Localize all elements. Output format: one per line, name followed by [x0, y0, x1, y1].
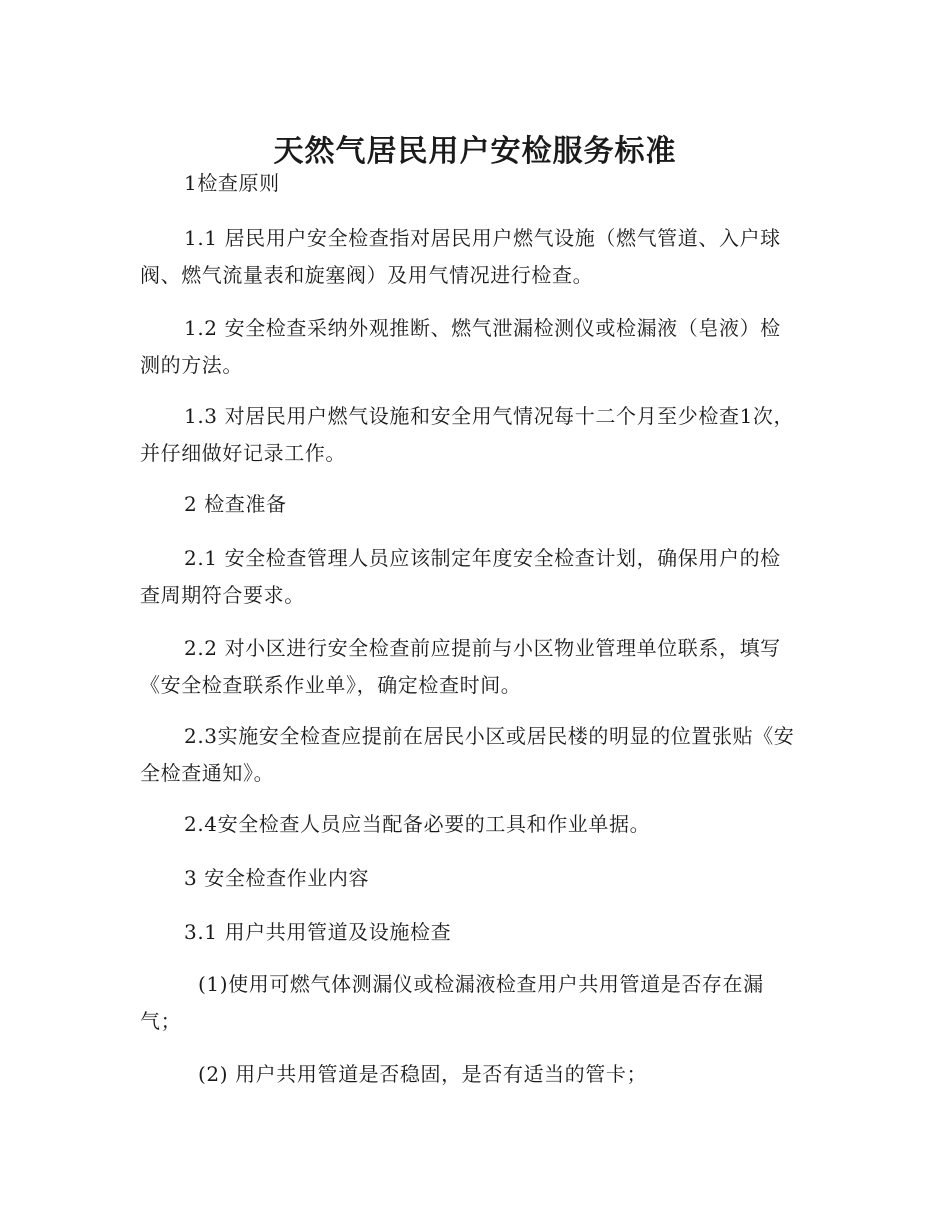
list-item-3-1-1: (1)使用可燃气体测漏仪或检漏液检查用户共用管道是否存在漏气； [140, 972, 764, 1033]
paragraph-2-2: 2.2 对小区进行安全检查前应提前与小区物业管理单位联系，填写《安全检查联系作业单》，确定检查时间。 [140, 636, 781, 697]
paragraph-1-3: 1.3 对居民用户燃气设施和安全用气情况每十二个月至少检查1次，并仔细做好记录工作。 [140, 404, 795, 465]
paragraph-1-1: 1.1 居民用户安全检查指对居民用户燃气设施（燃气管道、入户球阀、燃气流量表和旋塞阀）及用气情况进行检查。 [140, 226, 781, 287]
paragraph-2-4: 2.4安全检查人员应当配备必要的工具和作业单据。 [184, 812, 651, 836]
paragraph-1-2: 1.2 安全检查采纳外观推断、燃气泄漏检测仪或检漏液（皂液）检测的方法。 [140, 316, 781, 377]
paragraph-3-1: 3.1 用户共用管道及设施检查 [184, 920, 452, 944]
section-heading-2: 2 检查准备 [184, 492, 287, 516]
list-item-3-1-2: (2) 用户共用管道是否稳固，是否有适当的管卡； [198, 1062, 648, 1086]
section-heading-1: 1检查原则 [184, 171, 280, 195]
paragraph-2-1: 2.1 安全检查管理人员应该制定年度安全检查计划，确保用户的检查周期符合要求。 [140, 546, 781, 607]
document-title: 天然气居民用户安检服务标准 [273, 134, 677, 170]
section-heading-3: 3 安全检查作业内容 [184, 866, 370, 890]
paragraph-2-3: 2.3实施安全检查应提前在居民小区或居民楼的明显的位置张贴《安全检查通知》。 [140, 724, 795, 785]
